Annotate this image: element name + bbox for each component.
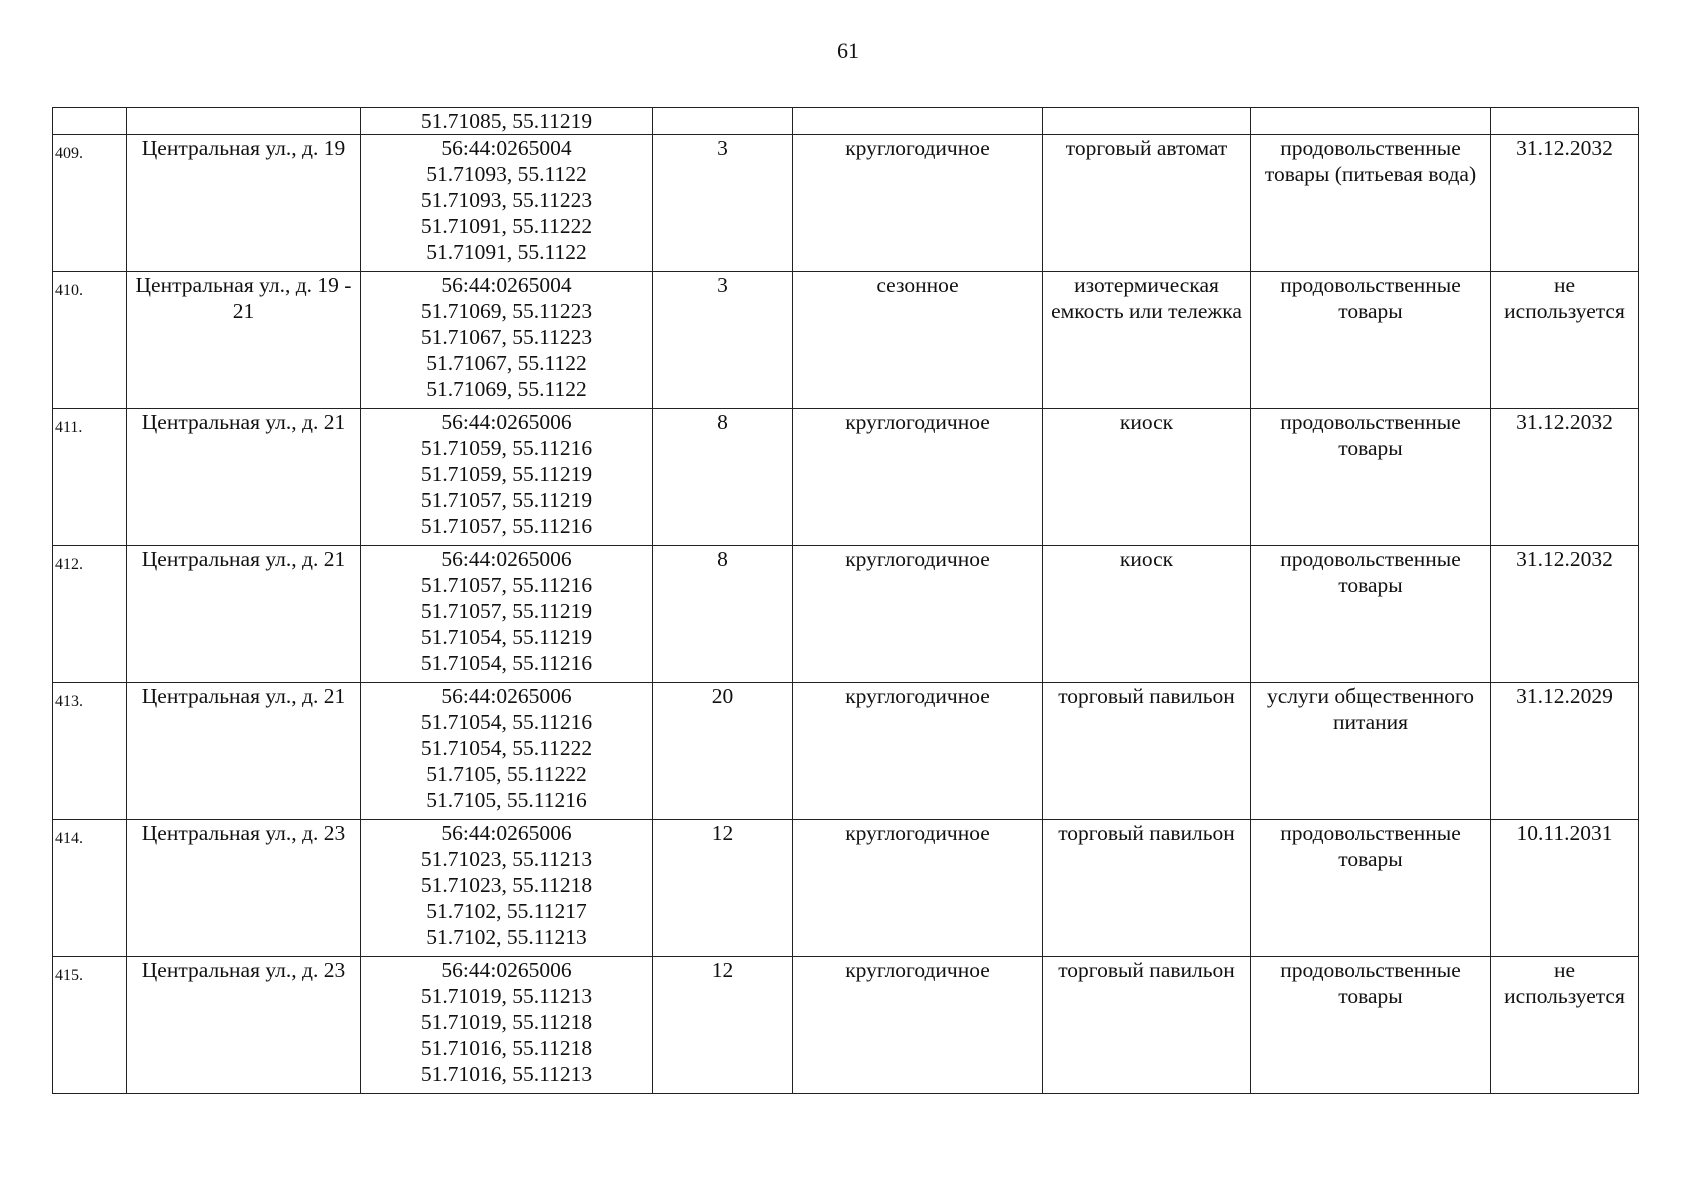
row-period: круглогодичное <box>793 409 1043 546</box>
row-coordinate: 51.71093, 55.11223 <box>420 188 593 212</box>
row-cadastral-number: 56:44:0265006 <box>441 821 572 845</box>
row-location <box>361 135 653 272</box>
row-coordinate: 51.71019, 55.11218 <box>420 1010 593 1034</box>
row-object-type: торговый павильон <box>1043 957 1251 1094</box>
row-address: Центральная ул., д. 23 <box>127 957 361 1094</box>
table-row <box>53 957 1639 1094</box>
row-location <box>361 683 653 820</box>
row-specialization: продовольственные товары <box>1251 957 1491 1094</box>
row-coordinate: 51.71023, 55.11218 <box>420 873 593 897</box>
row-location <box>361 272 653 409</box>
row-object-type: торговый автомат <box>1043 135 1251 272</box>
page-number: 61 <box>837 38 859 63</box>
row-number: 415. <box>53 957 127 1094</box>
cell-coords: 51.71085, 55.11219 <box>361 108 653 135</box>
row-address: Центральная ул., д. 21 <box>127 409 361 546</box>
row-coordinate: 51.71057, 55.11219 <box>420 599 593 623</box>
row-date: 31.12.2032 <box>1491 546 1639 683</box>
row-specialization: продовольственные товары <box>1251 272 1491 409</box>
row-coordinate: 51.71057, 55.11219 <box>420 488 593 512</box>
cell-num <box>53 108 127 135</box>
row-date: не используется <box>1491 957 1639 1094</box>
row-location <box>361 957 653 1094</box>
row-number: 410. <box>53 272 127 409</box>
row-coordinate: 51.71023, 55.11213 <box>420 847 593 871</box>
row-coordinate: 51.7105, 55.11222 <box>426 762 587 786</box>
row-coordinate: 51.71069, 55.11223 <box>420 299 593 323</box>
row-area: 8 <box>653 409 793 546</box>
row-coordinate: 51.71054, 55.11216 <box>420 710 593 734</box>
row-coordinate: 51.71054, 55.11222 <box>420 736 593 760</box>
row-coordinate: 51.71054, 55.11216 <box>420 651 593 675</box>
row-coordinate: 51.71059, 55.11216 <box>420 436 593 460</box>
row-coordinate: 51.71067, 55.11223 <box>420 325 593 349</box>
row-object-type: киоск <box>1043 409 1251 546</box>
row-period: круглогодичное <box>793 820 1043 957</box>
row-cadastral-number: 56:44:0265006 <box>441 410 572 434</box>
row-number: 413. <box>53 683 127 820</box>
row-cadastral-number: 56:44:0265004 <box>441 136 572 160</box>
row-coordinate: 51.71093, 55.1122 <box>426 162 587 186</box>
row-coordinate: 51.71091, 55.1122 <box>426 240 587 264</box>
row-coordinate: 51.71016, 55.11218 <box>420 1036 593 1060</box>
row-number: 409. <box>53 135 127 272</box>
row-specialization: продовольственные товары (питьевая вода) <box>1251 135 1491 272</box>
row-number: 411. <box>53 409 127 546</box>
table-row <box>53 409 1639 546</box>
row-area: 3 <box>653 272 793 409</box>
row-date: 31.12.2032 <box>1491 409 1639 546</box>
row-location <box>361 409 653 546</box>
row-coordinate: 51.71057, 55.11216 <box>420 514 593 538</box>
row-coordinate: 51.7102, 55.11213 <box>426 925 587 949</box>
row-object-type: киоск <box>1043 546 1251 683</box>
cell-date <box>1491 108 1639 135</box>
row-coordinate: 51.7105, 55.11216 <box>426 788 587 812</box>
row-area: 12 <box>653 820 793 957</box>
row-specialization: услуги общественного питания <box>1251 683 1491 820</box>
row-coordinate: 51.71054, 55.11219 <box>420 625 593 649</box>
row-area: 20 <box>653 683 793 820</box>
row-object-type: изотермическая емкость или тележка <box>1043 272 1251 409</box>
row-coordinate: 51.71059, 55.11219 <box>420 462 593 486</box>
row-specialization: продовольственные товары <box>1251 409 1491 546</box>
cell-area <box>653 108 793 135</box>
continuation-row <box>53 108 1639 135</box>
row-object-type: торговый павильон <box>1043 683 1251 820</box>
row-object-type: торговый павильон <box>1043 820 1251 957</box>
row-date: 31.12.2032 <box>1491 135 1639 272</box>
row-address: Центральная ул., д. 19 <box>127 135 361 272</box>
row-address: Центральная ул., д. 19 - 21 <box>127 272 361 409</box>
row-location <box>361 546 653 683</box>
row-coordinate: 51.7102, 55.11217 <box>426 899 587 923</box>
table-row <box>53 135 1639 272</box>
row-area: 8 <box>653 546 793 683</box>
row-number: 414. <box>53 820 127 957</box>
row-coordinate: 51.71016, 55.11213 <box>420 1062 593 1086</box>
row-address: Центральная ул., д. 23 <box>127 820 361 957</box>
row-specialization: продовольственные товары <box>1251 820 1491 957</box>
table-row <box>53 820 1639 957</box>
table-row <box>53 683 1639 820</box>
placement-table <box>52 107 1639 1094</box>
row-coordinate: 51.71091, 55.11222 <box>420 214 593 238</box>
row-area: 12 <box>653 957 793 1094</box>
row-period: круглогодичное <box>793 957 1043 1094</box>
row-period: круглогодичное <box>793 546 1043 683</box>
row-date: 10.11.2031 <box>1491 820 1639 957</box>
row-number: 412. <box>53 546 127 683</box>
row-period: сезонное <box>793 272 1043 409</box>
row-period: круглогодичное <box>793 683 1043 820</box>
row-address: Центральная ул., д. 21 <box>127 546 361 683</box>
row-date: не используется <box>1491 272 1639 409</box>
row-date: 31.12.2029 <box>1491 683 1639 820</box>
row-coordinate: 51.71019, 55.11213 <box>420 984 593 1008</box>
row-coordinate: 51.71057, 55.11216 <box>420 573 593 597</box>
row-cadastral-number: 56:44:0265004 <box>441 273 572 297</box>
row-coordinate: 51.71069, 55.1122 <box>426 377 587 401</box>
cell-specialization <box>1251 108 1491 135</box>
row-specialization: продовольственные товары <box>1251 546 1491 683</box>
row-period: круглогодичное <box>793 135 1043 272</box>
row-cadastral-number: 56:44:0265006 <box>441 684 572 708</box>
row-cadastral-number: 56:44:0265006 <box>441 958 572 982</box>
cell-object-type <box>1043 108 1251 135</box>
row-address: Центральная ул., д. 21 <box>127 683 361 820</box>
row-location <box>361 820 653 957</box>
row-area: 3 <box>653 135 793 272</box>
table-row <box>53 272 1639 409</box>
row-cadastral-number: 56:44:0265006 <box>441 547 572 571</box>
cell-address <box>127 108 361 135</box>
cell-period <box>793 108 1043 135</box>
table-row <box>53 546 1639 683</box>
row-coordinate: 51.71067, 55.1122 <box>426 351 587 375</box>
